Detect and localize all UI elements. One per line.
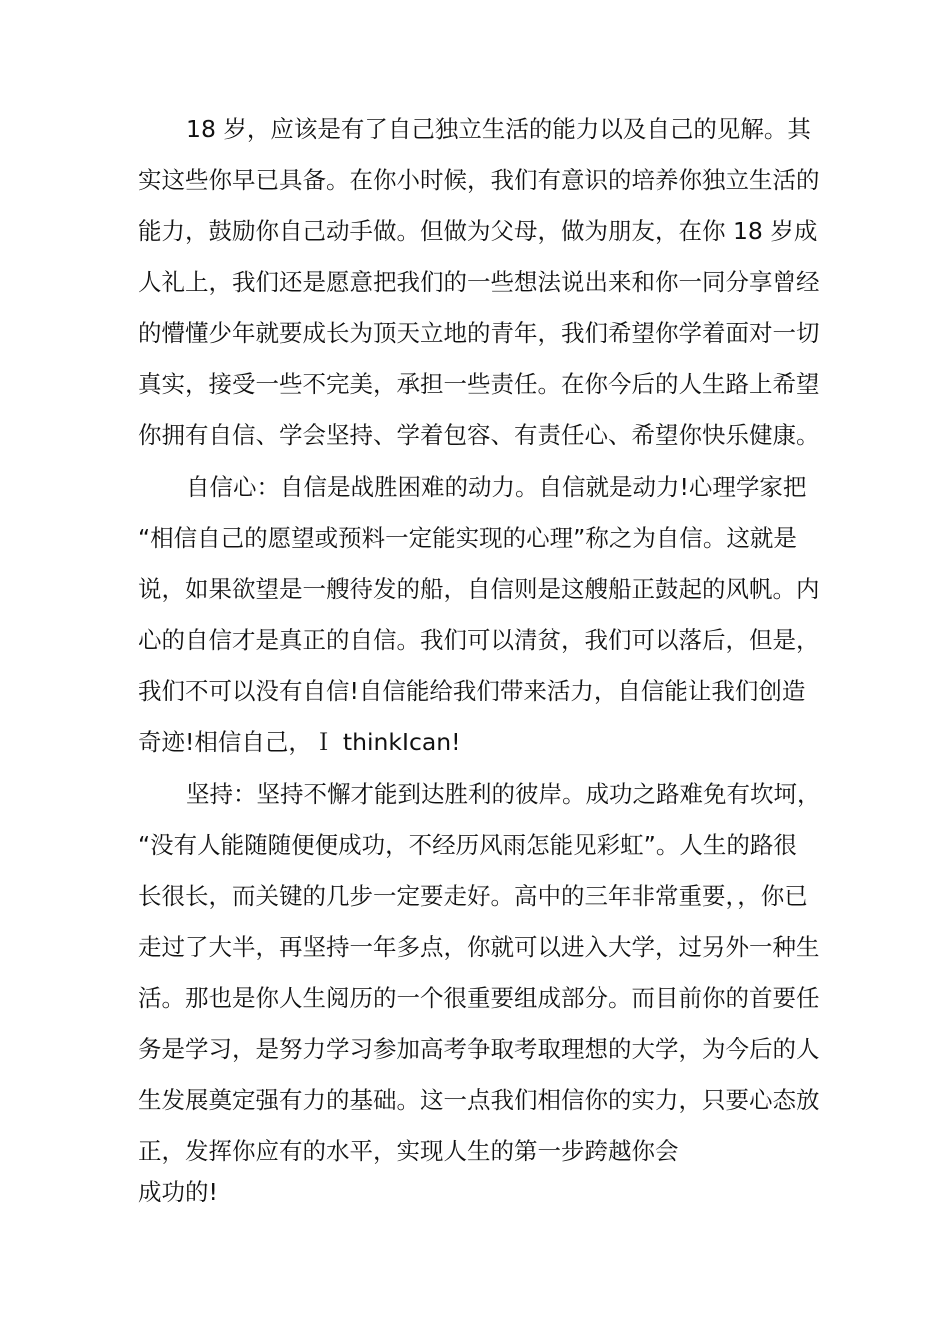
paragraph-2-line-1: 自信心：自信是战胜困难的动力。自信就是动力!心理学家把 — [186, 473, 807, 501]
paragraph-2-line-3: 说，如果欲望是一艘待发的船，自信则是这艘船正鼓起的风帆。内 — [138, 575, 820, 603]
paragraph-1-line-4: 人礼上，我们还是愿意把我们的一些想法说出来和你一同分享曾经 — [138, 268, 820, 296]
paragraph-2-line-4: 心的自信才是真正的自信。我们可以清贫，我们可以落后，但是， — [138, 626, 820, 654]
paragraph-2-line-6: 奇迹!相信自己，Ｉ thinkIcan! — [138, 728, 461, 756]
paragraph-3-line-4: 走过了大半，再坚持一年多点，你就可以进入大学，过另外一种生 — [138, 933, 820, 961]
paragraph-3-line-8: 正，发挥你应有的水平，实现人生的第一步跨越你会 — [138, 1137, 679, 1165]
paragraph-1-line-6: 真实，接受一些不完美，承担一些责任。在你今后的人生路上希望 — [138, 370, 820, 398]
paragraph-3-line-5: 活。那也是你人生阅历的一个很重要组成部分。而目前你的首要任 — [138, 984, 820, 1012]
paragraph-1-line-5: 的懵懂少年就要成长为顶天立地的青年，我们希望你学着面对一切 — [138, 319, 820, 347]
paragraph-2-line-5: 我们不可以没有自信!自信能给我们带来活力，自信能让我们创造 — [138, 677, 806, 705]
paragraph-3-line-6: 务是学习，是努力学习参加高考争取考取理想的大学，为今后的人 — [138, 1035, 820, 1063]
paragraph-1-line-1: 18 岁，应该是有了自己独立生活的能力以及自己的见解。其 — [186, 115, 811, 143]
paragraph-1-line-2: 实这些你早已具备。在你小时候，我们有意识的培养你独立生活的 — [138, 166, 820, 194]
paragraph-3-line-7: 生发展奠定强有力的基础。这一点我们相信你的实力，只要心态放 — [138, 1086, 820, 1114]
paragraph-3-line-3: 长很长，而关键的几步一定要走好。高中的三年非常重要，，你已 — [138, 882, 808, 910]
paragraph-1-line-3: 能力，鼓励你自己动手做。但做为父母，做为朋友，在你 18 岁成 — [138, 217, 818, 245]
paragraph-3-line-2: “没有人能随随便便成功，不经历风雨怎能见彩虹”。人生的路很 — [138, 831, 797, 859]
paragraph-3-line-9: 成功的! — [138, 1178, 218, 1206]
paragraph-2-line-2: “相信自己的愿望或预料一定能实现的心理”称之为自信。这就是 — [138, 524, 797, 552]
paragraph-3-line-1: 坚持：坚持不懈才能到达胜利的彼岸。成功之路难免有坎坷， — [186, 780, 821, 808]
paragraph-1-line-7: 你拥有自信、学会坚持、学着包容、有责任心、希望你快乐健康。 — [138, 421, 820, 449]
